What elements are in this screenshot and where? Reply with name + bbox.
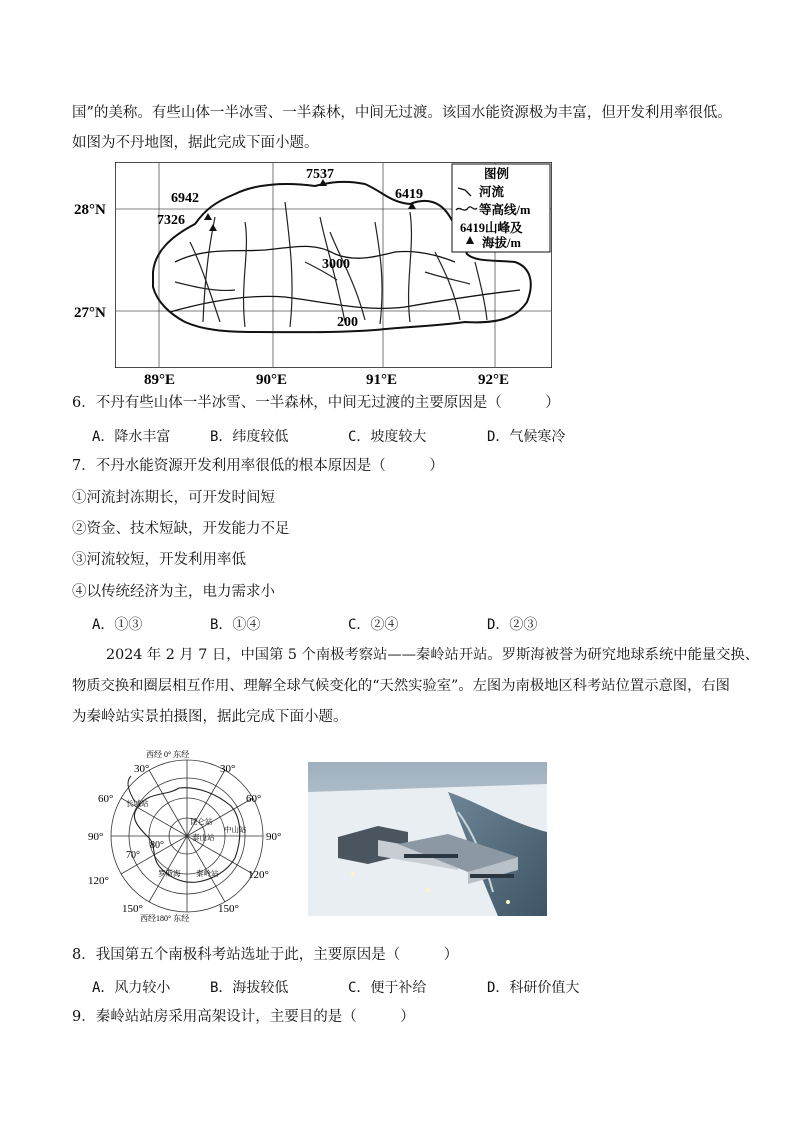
peak-7537: 7537: [306, 167, 334, 182]
q8-option-b[interactable]: B．海拔较低: [210, 980, 289, 996]
contour-label-3000: 3000: [322, 257, 350, 272]
peak-7326: 7326: [157, 213, 185, 228]
lat-label-28n: 28°N: [74, 202, 106, 218]
q7-option-d[interactable]: D．②③: [487, 617, 538, 633]
q6-stem: 6．不丹有些山体一半冰雪、一半森林，中间无过渡的主要原因是（ ）: [72, 395, 560, 411]
polar-deg-90-left: 90°: [88, 831, 104, 843]
legend-contour: 等高线/m: [479, 203, 531, 217]
q7-statement-3: ③河流较短，开发利用率低: [72, 552, 246, 568]
polar-deg-150-left: 150°: [122, 903, 143, 915]
q6-option-d[interactable]: D．气候寒冷: [487, 429, 566, 445]
polar-bottom-label: 西经180° 东经: [140, 914, 190, 923]
lat-label-27n: 27°N: [74, 305, 106, 321]
passage-line-2: 物质交换和圈层相互作用、理解全球气候变化的“天然实验室”。左图为南极地区科考站位置示意图，右图: [72, 678, 730, 694]
q7-statement-1: ①河流封冻期长，可开发时间短: [72, 490, 275, 506]
passage-line-1: 2024 年 2 月 7 日，中国第 5 个南极考察站——秦岭站开站。罗斯海被誉为研究地球系统中能量交换、: [106, 647, 760, 663]
q8-option-d[interactable]: D．科研价值大: [487, 980, 580, 996]
polar-top-label: 西经 0° 东经: [146, 750, 190, 759]
q7-option-c[interactable]: C．②④: [348, 617, 399, 633]
intro-line-1: 国”的美称。有些山体一半冰雪、一半森林，中间无过渡。该国水能资源极为丰富，但开发利用率很低。: [72, 105, 732, 121]
polar-deg-30-left: 30°: [134, 763, 150, 775]
polar-deg-120-left: 120°: [88, 875, 109, 887]
polar-deg-60-left: 60°: [98, 793, 114, 805]
polar-deg-120-right: 120°: [248, 869, 269, 881]
station-zhongshan: 中山站: [224, 825, 247, 834]
q7-statement-2: ②资金、技术短缺，开发能力不足: [72, 521, 290, 537]
q8-option-c[interactable]: C．便于补给: [348, 980, 427, 996]
lon-label-91e: 91°E: [366, 372, 398, 388]
peak-6942: 6942: [171, 191, 199, 206]
q6-option-b[interactable]: B．纬度较低: [210, 429, 289, 445]
q6-option-c[interactable]: C．坡度较大: [348, 429, 427, 445]
station-taishan: 泰山站: [192, 833, 215, 842]
legend-title: 图例: [484, 167, 510, 181]
contour-label-200: 200: [337, 315, 358, 330]
station-kunlun: 昆仑站: [190, 817, 213, 826]
antarctic-polar-map: [88, 748, 288, 923]
q7-option-b[interactable]: B．①④: [210, 617, 261, 633]
polar-deg-90-right: 90°: [266, 831, 282, 843]
legend-river: 河流: [479, 185, 505, 199]
polar-deg-60-right: 60°: [246, 793, 262, 805]
polar-deg-30-right: 30°: [220, 763, 236, 775]
polar-lat-80: 80°: [150, 840, 164, 851]
station-qinling: 秦岭站: [196, 869, 219, 878]
sea-ross: 罗斯海: [158, 869, 181, 878]
intro-line-2: 如图为不丹地图，据此完成下面小题。: [72, 135, 319, 151]
q6-option-a[interactable]: A．降水丰富: [92, 429, 171, 445]
q8-option-a[interactable]: A．风力较小: [92, 980, 171, 996]
q9-stem: 9．秦岭站站房采用高架设计，主要目的是（ ）: [72, 1009, 415, 1025]
lon-label-89e: 89°E: [144, 372, 176, 388]
peak-6419: 6419: [395, 187, 423, 202]
qinling-station-photo: [308, 762, 547, 916]
q7-option-a[interactable]: A．①③: [92, 617, 143, 633]
q7-statement-4: ④以传统经济为主，电力需求小: [72, 584, 275, 600]
q8-stem: 8．我国第五个南极科考站选址于此，主要原因是（ ）: [72, 947, 459, 963]
q7-stem: 7．不丹水能资源开发利用率很低的根本原因是（ ）: [72, 458, 444, 474]
lon-label-90e: 90°E: [256, 372, 288, 388]
polar-lat-70: 70°: [126, 850, 140, 861]
legend-peak-line-1: 6419山峰及: [460, 221, 523, 235]
polar-deg-150-right: 150°: [218, 903, 239, 915]
legend-peak-line-2: 海拔/m: [482, 236, 521, 250]
station-changcheng: 长城站: [126, 799, 149, 808]
lon-label-92e: 92°E: [478, 372, 510, 388]
passage-line-3: 为秦岭站实景拍摄图，据此完成下面小题。: [72, 709, 348, 725]
